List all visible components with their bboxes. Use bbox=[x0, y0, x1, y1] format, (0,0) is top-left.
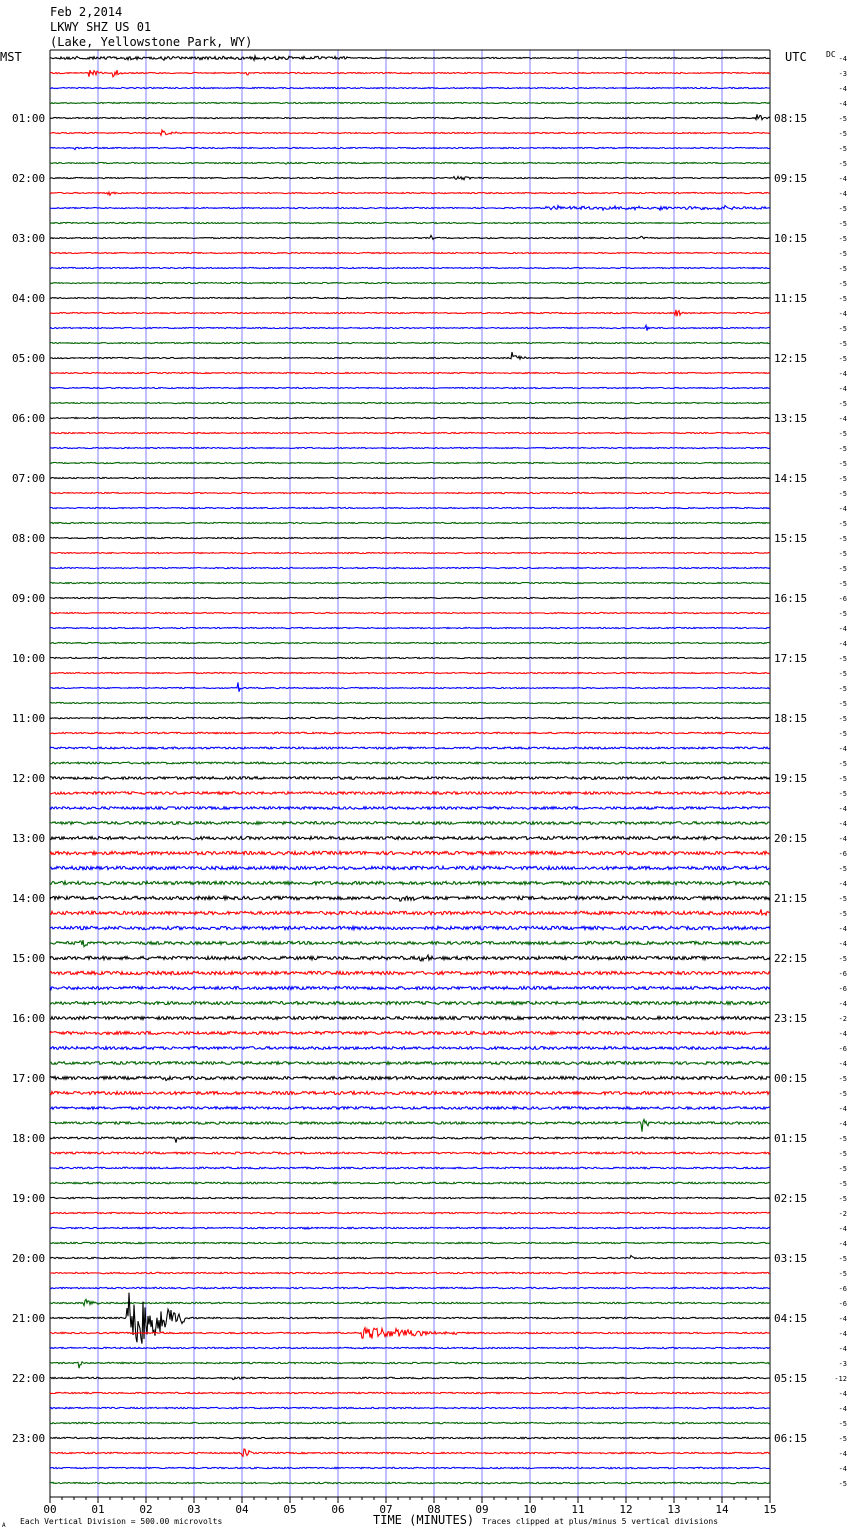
seismic-trace bbox=[50, 1299, 770, 1305]
utc-hour-label: 17:15 bbox=[774, 652, 808, 665]
seismic-trace bbox=[50, 310, 770, 317]
utc-hour-label: 13:15 bbox=[774, 412, 808, 425]
seismic-trace bbox=[50, 282, 770, 283]
seismic-trace bbox=[50, 176, 770, 179]
seismic-trace bbox=[50, 1482, 770, 1483]
dc-offset-label: -4 bbox=[838, 190, 847, 198]
dc-offset-label: -4 bbox=[838, 1120, 847, 1128]
dc-offset-label: -5 bbox=[838, 340, 847, 348]
dc-offset-label: -4 bbox=[838, 835, 847, 843]
seismic-trace bbox=[50, 1197, 770, 1198]
scale-note: Each Vertical Division = 500.00 microvolts bbox=[20, 1517, 223, 1526]
seismic-trace bbox=[50, 1107, 770, 1110]
dc-offset-label: -5 bbox=[838, 760, 847, 768]
dc-offset-label: -5 bbox=[838, 670, 847, 678]
seismic-trace bbox=[50, 732, 770, 734]
mst-hour-label: 22:00 bbox=[12, 1372, 46, 1385]
corner-mark: A bbox=[2, 1522, 6, 1529]
x-tick-label: 10 bbox=[523, 1503, 537, 1516]
x-tick-label: 11 bbox=[571, 1503, 585, 1516]
chart-station: LKWY SHZ US 01 bbox=[50, 20, 152, 34]
seismic-trace bbox=[50, 1031, 770, 1034]
dc-offset-label: -4 bbox=[838, 1405, 847, 1413]
seismic-trace bbox=[50, 567, 770, 568]
dc-offset-label: -4 bbox=[838, 1450, 847, 1458]
dc-offset-label: -4 bbox=[838, 55, 847, 63]
mst-hour-label: 23:00 bbox=[12, 1432, 46, 1445]
utc-hour-label: 05:15 bbox=[774, 1372, 808, 1385]
dc-offset-label: -5 bbox=[838, 490, 847, 498]
seismic-trace bbox=[50, 114, 770, 119]
seismic-trace bbox=[50, 747, 770, 749]
seismic-trace bbox=[50, 926, 770, 929]
seismic-trace bbox=[50, 325, 770, 330]
seismic-trace bbox=[50, 56, 770, 60]
dc-offset-label: -5 bbox=[838, 220, 847, 228]
dc-offset-label: -5 bbox=[838, 160, 847, 168]
x-tick-label: 00 bbox=[43, 1503, 57, 1516]
seismic-trace bbox=[50, 1137, 770, 1143]
utc-hour-label: 19:15 bbox=[774, 772, 808, 785]
utc-hour-label: 03:15 bbox=[774, 1252, 808, 1265]
x-tick-label: 13 bbox=[667, 1503, 681, 1516]
seismic-trace bbox=[50, 297, 770, 298]
dc-offset-label: -5 bbox=[838, 685, 847, 693]
dc-offset-label: -5 bbox=[838, 205, 847, 213]
dc-offset-label: -6 bbox=[838, 1300, 847, 1308]
dc-offset-label: -5 bbox=[838, 1150, 847, 1158]
seismic-trace bbox=[50, 1076, 770, 1080]
seismic-trace bbox=[50, 1347, 770, 1348]
seismic-trace bbox=[50, 147, 770, 149]
seismic-trace bbox=[50, 657, 770, 658]
seismic-trace bbox=[50, 1449, 770, 1456]
seismic-trace bbox=[50, 462, 770, 463]
dc-offset-label: -4 bbox=[838, 880, 847, 888]
seismic-trace bbox=[50, 1377, 770, 1380]
seismic-trace bbox=[50, 1392, 770, 1393]
seismic-trace bbox=[50, 971, 770, 974]
dc-offset-label: -5 bbox=[838, 565, 847, 573]
seismic-trace bbox=[50, 717, 770, 718]
dc-offset-label: -5 bbox=[838, 1090, 847, 1098]
utc-hour-label: 14:15 bbox=[774, 472, 808, 485]
mst-hour-label: 05:00 bbox=[12, 352, 46, 365]
dc-offset-label: -4 bbox=[838, 505, 847, 513]
dc-offset-label: -5 bbox=[838, 790, 847, 798]
x-tick-label: 01 bbox=[91, 1503, 105, 1516]
dc-offset-label: -4 bbox=[838, 1345, 847, 1353]
seismic-trace bbox=[50, 1119, 770, 1131]
dc-offset-label: -5 bbox=[838, 1270, 847, 1278]
dc-offset-label: -5 bbox=[838, 550, 847, 558]
seismic-trace bbox=[50, 627, 770, 628]
seismic-trace bbox=[50, 1328, 770, 1339]
dc-offset-label: -4 bbox=[838, 1000, 847, 1008]
seismic-trace bbox=[50, 1001, 770, 1004]
dc-offset-label: -5 bbox=[838, 130, 847, 138]
dc-offset-label: -5 bbox=[838, 610, 847, 618]
dc-offset-label: -4 bbox=[838, 85, 847, 93]
seismic-trace bbox=[50, 1227, 770, 1229]
dc-offset-label: -4 bbox=[838, 1240, 847, 1248]
dc-offset-label: -4 bbox=[838, 385, 847, 393]
seismic-trace bbox=[50, 1242, 770, 1243]
seismic-trace bbox=[50, 507, 770, 508]
seismic-trace bbox=[50, 522, 770, 523]
chart-labels bbox=[0, 5, 847, 1529]
seismic-trace bbox=[50, 1167, 770, 1169]
x-tick-label: 02 bbox=[139, 1503, 153, 1516]
mst-hour-label: 19:00 bbox=[12, 1192, 46, 1205]
dc-offset-label: -4 bbox=[838, 310, 847, 318]
dc-offset-label: -5 bbox=[838, 1135, 847, 1143]
seismic-trace bbox=[50, 87, 770, 88]
mst-hour-label: 02:00 bbox=[12, 172, 46, 185]
dc-offset-label: -5 bbox=[838, 1255, 847, 1263]
seismic-trace bbox=[50, 252, 770, 253]
seismic-trace bbox=[50, 851, 770, 854]
seismic-trace bbox=[50, 866, 770, 869]
seismic-trace bbox=[50, 1272, 770, 1273]
seismic-trace bbox=[50, 162, 770, 164]
mst-hour-label: 13:00 bbox=[12, 832, 46, 845]
seismic-trace bbox=[50, 235, 770, 239]
dc-offset-label: -5 bbox=[838, 475, 847, 483]
dc-offset-label: -3 bbox=[838, 1360, 847, 1368]
seismic-trace bbox=[50, 402, 770, 403]
seismic-trace bbox=[50, 940, 770, 947]
dc-offset-label: -4 bbox=[838, 1225, 847, 1233]
mst-hour-label: 06:00 bbox=[12, 412, 46, 425]
right-zone-label: UTC bbox=[785, 50, 807, 64]
seismic-trace bbox=[50, 372, 770, 373]
seismic-trace bbox=[50, 762, 770, 764]
seismic-trace bbox=[50, 537, 770, 538]
dc-offset-label: -4 bbox=[838, 1465, 847, 1473]
seismic-trace bbox=[50, 1256, 770, 1259]
mst-hour-label: 14:00 bbox=[12, 892, 46, 905]
x-tick-label: 12 bbox=[619, 1503, 633, 1516]
utc-hour-label: 15:15 bbox=[774, 532, 808, 545]
seismic-trace bbox=[50, 955, 770, 961]
dc-offset-label: -5 bbox=[838, 1435, 847, 1443]
dc-offset-label: -4 bbox=[838, 175, 847, 183]
x-axis-label: TIME (MINUTES) bbox=[373, 1513, 475, 1527]
utc-hour-label: 23:15 bbox=[774, 1012, 808, 1025]
dc-offset-label: -5 bbox=[838, 1480, 847, 1488]
mst-hour-label: 04:00 bbox=[12, 292, 46, 305]
dc-offset-label: -5 bbox=[838, 355, 847, 363]
seismic-trace bbox=[50, 792, 770, 795]
utc-hour-label: 02:15 bbox=[774, 1192, 808, 1205]
seismic-trace bbox=[50, 1016, 770, 1019]
seismic-trace bbox=[50, 642, 770, 643]
dc-offset-label: -4 bbox=[838, 100, 847, 108]
dc-offset-label: -5 bbox=[838, 280, 847, 288]
dc-offset-label: -5 bbox=[838, 865, 847, 873]
x-tick-label: 09 bbox=[475, 1503, 489, 1516]
utc-hour-label: 22:15 bbox=[774, 952, 808, 965]
dc-offset-label: -4 bbox=[838, 1315, 847, 1323]
mst-hour-label: 12:00 bbox=[12, 772, 46, 785]
dc-offset-label: -5 bbox=[838, 295, 847, 303]
seismic-trace bbox=[50, 702, 770, 703]
dc-offset-label: -5 bbox=[838, 910, 847, 918]
seismic-trace bbox=[50, 1182, 770, 1184]
mst-hour-label: 17:00 bbox=[12, 1072, 46, 1085]
dc-offset-label: -3 bbox=[838, 70, 847, 78]
mst-hour-label: 21:00 bbox=[12, 1312, 46, 1325]
seismic-trace bbox=[50, 1287, 770, 1288]
chart-date: Feb 2,2014 bbox=[50, 5, 123, 19]
seismic-trace bbox=[50, 130, 770, 135]
dc-offset-label: -4 bbox=[838, 1330, 847, 1338]
seismic-trace bbox=[50, 836, 770, 839]
seismic-trace bbox=[50, 612, 770, 613]
seismic-trace bbox=[50, 1047, 770, 1050]
seismic-trace bbox=[50, 896, 770, 901]
x-tick-label: 15 bbox=[763, 1503, 777, 1516]
dc-offset-label: -5 bbox=[838, 520, 847, 528]
dc-offset-label: -6 bbox=[838, 850, 847, 858]
utc-hour-label: 21:15 bbox=[774, 892, 808, 905]
mst-hour-label: 09:00 bbox=[12, 592, 46, 605]
seismic-trace bbox=[50, 1293, 770, 1344]
dc-offset-label: -4 bbox=[838, 415, 847, 423]
utc-hour-label: 20:15 bbox=[774, 832, 808, 845]
seismic-trace bbox=[50, 552, 770, 553]
seismic-trace bbox=[50, 777, 770, 780]
x-tick-label: 04 bbox=[235, 1503, 249, 1516]
dc-offset-label: -5 bbox=[838, 325, 847, 333]
dc-offset-label: -4 bbox=[838, 925, 847, 933]
seismic-trace bbox=[50, 1212, 770, 1213]
dc-offset-label: -5 bbox=[838, 1165, 847, 1173]
mst-hour-label: 08:00 bbox=[12, 532, 46, 545]
mst-hour-label: 01:00 bbox=[12, 112, 46, 125]
x-tick-label: 07 bbox=[379, 1503, 393, 1516]
dc-offset-label: -5 bbox=[838, 895, 847, 903]
dc-offset-label: -5 bbox=[838, 1075, 847, 1083]
dc-offset-label: -5 bbox=[838, 115, 847, 123]
dc-offset-label: -5 bbox=[838, 445, 847, 453]
dc-offset-label: -5 bbox=[838, 250, 847, 258]
seismic-trace bbox=[50, 342, 770, 343]
dc-offset-label: -6 bbox=[838, 985, 847, 993]
dc-offset-label: -12 bbox=[834, 1375, 847, 1383]
utc-hour-label: 10:15 bbox=[774, 232, 808, 245]
dc-offset-label: -6 bbox=[838, 595, 847, 603]
utc-hour-label: 16:15 bbox=[774, 592, 808, 605]
seismic-trace bbox=[50, 1407, 770, 1408]
left-zone-label: MST bbox=[0, 50, 22, 64]
seismic-trace bbox=[50, 909, 770, 915]
utc-hour-label: 00:15 bbox=[774, 1072, 808, 1085]
dc-offset-label: -5 bbox=[838, 460, 847, 468]
dc-offset-label: -5 bbox=[838, 700, 847, 708]
mst-hour-label: 07:00 bbox=[12, 472, 46, 485]
seismic-trace bbox=[50, 102, 770, 103]
dc-offset-label: -5 bbox=[838, 1420, 847, 1428]
dc-offset-label: -4 bbox=[838, 805, 847, 813]
dc-offset-label: -2 bbox=[838, 1015, 847, 1023]
dc-offset-label: -5 bbox=[838, 580, 847, 588]
seismic-trace bbox=[50, 1152, 770, 1154]
seismic-trace bbox=[50, 1062, 770, 1065]
seismic-trace bbox=[50, 267, 770, 268]
seismic-trace bbox=[50, 477, 770, 478]
clip-note: Traces clipped at plus/minus 5 vertical divisions bbox=[482, 1517, 719, 1526]
seismic-trace bbox=[50, 1091, 770, 1094]
seismic-trace bbox=[50, 597, 770, 598]
seismic-trace bbox=[50, 1437, 770, 1438]
dc-offset-label: -6 bbox=[838, 1045, 847, 1053]
seismic-trace bbox=[50, 417, 770, 418]
dc-offset-label: -5 bbox=[838, 235, 847, 243]
seismic-trace bbox=[50, 222, 770, 223]
dc-offset-label: -5 bbox=[838, 430, 847, 438]
seismic-trace bbox=[50, 582, 770, 583]
mst-hour-label: 15:00 bbox=[12, 952, 46, 965]
dc-offset-label: -5 bbox=[838, 1195, 847, 1203]
utc-hour-label: 01:15 bbox=[774, 1132, 808, 1145]
seismic-trace bbox=[50, 206, 770, 211]
dc-offset-label: -4 bbox=[838, 745, 847, 753]
dc-offset-label: -4 bbox=[838, 940, 847, 948]
seismic-traces bbox=[50, 56, 770, 1484]
utc-hour-label: 18:15 bbox=[774, 712, 808, 725]
seismic-trace bbox=[50, 1422, 770, 1423]
seismic-trace bbox=[50, 881, 770, 884]
dc-offset-label: -5 bbox=[838, 775, 847, 783]
dc-offset-label: -5 bbox=[838, 400, 847, 408]
dc-offset-label: -5 bbox=[838, 655, 847, 663]
mst-hour-label: 11:00 bbox=[12, 712, 46, 725]
seismic-trace bbox=[50, 70, 770, 77]
x-tick-label: 05 bbox=[283, 1503, 297, 1516]
utc-hour-label: 04:15 bbox=[774, 1312, 808, 1325]
seismic-trace bbox=[50, 352, 770, 359]
seismic-trace bbox=[50, 672, 770, 673]
dc-offset-label: -4 bbox=[838, 640, 847, 648]
seismic-trace bbox=[50, 822, 770, 825]
dc-offset-label: -5 bbox=[838, 535, 847, 543]
seismic-trace bbox=[50, 807, 770, 810]
dc-offset-label: -4 bbox=[838, 820, 847, 828]
dc-offset-label: -5 bbox=[838, 265, 847, 273]
seismic-trace bbox=[50, 432, 770, 433]
dc-offset-label: -2 bbox=[838, 1210, 847, 1218]
utc-hour-label: 08:15 bbox=[774, 112, 808, 125]
dc-offset-label: -4 bbox=[838, 1390, 847, 1398]
seismic-trace bbox=[50, 192, 770, 195]
mst-hour-label: 16:00 bbox=[12, 1012, 46, 1025]
dc-label: DC bbox=[826, 50, 836, 59]
seismic-trace bbox=[50, 986, 770, 989]
seismic-trace bbox=[50, 1467, 770, 1468]
utc-hour-label: 11:15 bbox=[774, 292, 808, 305]
dc-offset-label: -6 bbox=[838, 1285, 847, 1293]
utc-hour-label: 09:15 bbox=[774, 172, 808, 185]
dc-offset-label: -5 bbox=[838, 145, 847, 153]
mst-hour-label: 03:00 bbox=[12, 232, 46, 245]
seismic-trace bbox=[50, 1362, 770, 1368]
chart-location: (Lake, Yellowstone Park, WY) bbox=[50, 35, 253, 49]
dc-offset-label: -6 bbox=[838, 970, 847, 978]
utc-hour-label: 06:15 bbox=[774, 1432, 808, 1445]
seismic-trace bbox=[50, 387, 770, 388]
mst-hour-label: 20:00 bbox=[12, 1252, 46, 1265]
dc-offset-label: -4 bbox=[838, 1105, 847, 1113]
seismic-trace bbox=[50, 447, 770, 448]
x-tick-label: 03 bbox=[187, 1503, 201, 1516]
dc-offset-label: -4 bbox=[838, 625, 847, 633]
dc-offset-label: -4 bbox=[838, 370, 847, 378]
x-tick-label: 06 bbox=[331, 1503, 345, 1516]
dc-offset-label: -4 bbox=[838, 1030, 847, 1038]
dc-offset-label: -5 bbox=[838, 955, 847, 963]
dc-offset-label: -5 bbox=[838, 715, 847, 723]
seismic-trace bbox=[50, 492, 770, 493]
dc-offset-label: -4 bbox=[838, 1060, 847, 1068]
mst-hour-label: 10:00 bbox=[12, 652, 46, 665]
dc-offset-label: -5 bbox=[838, 1180, 847, 1188]
mst-hour-label: 18:00 bbox=[12, 1132, 46, 1145]
dc-offset-label: -5 bbox=[838, 730, 847, 738]
utc-hour-label: 12:15 bbox=[774, 352, 808, 365]
seismic-trace bbox=[50, 682, 770, 691]
x-tick-label: 14 bbox=[715, 1503, 729, 1516]
x-tick-label: 08 bbox=[427, 1503, 441, 1516]
